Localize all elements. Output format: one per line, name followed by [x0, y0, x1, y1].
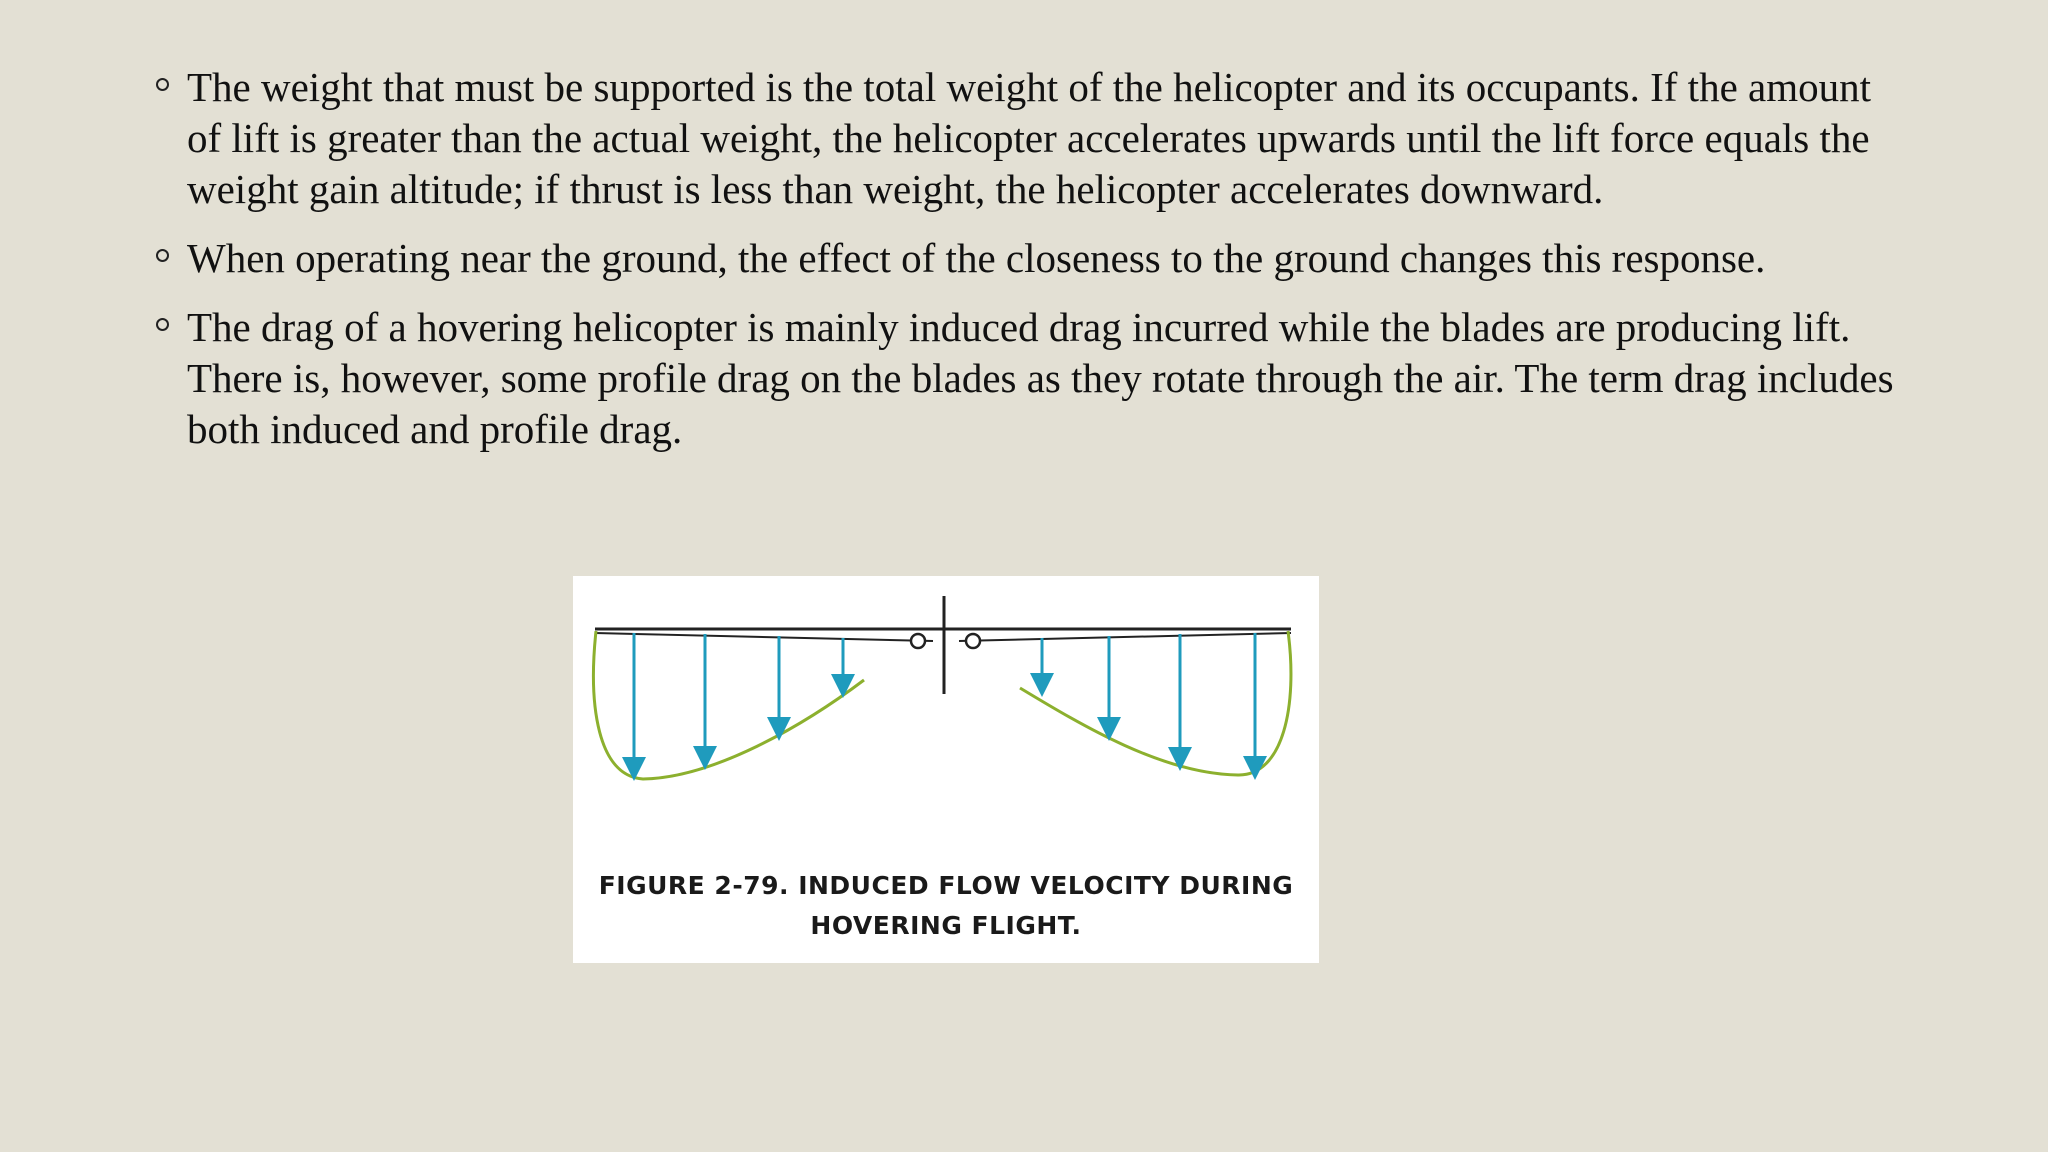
- velocity-profile-right: [1020, 631, 1291, 775]
- slide-body: [146, 62, 1906, 473]
- bullet-text: The drag of a hovering helicopter is mainly induced drag incurred while the blades are producing lift. There is, however, some profile drag on the blades as they rotate through the air. The term drag includes both induced and profile drag.: [187, 304, 1894, 452]
- rotor-hinge-right: [966, 634, 980, 648]
- bullet-text: The weight that must be supported is the total weight of the helicopter and its occupants. If the amount of lift is greater than the actual weight, the helicopter accelerates upwards until the lift force equals the weight gain altitude; if thrust is less than weight, the helicopter accelerates downward.: [187, 64, 1872, 212]
- bullet-circle-icon: [156, 78, 169, 91]
- rotor-blade-left-line: [595, 633, 933, 641]
- bullet-list: [146, 62, 1906, 455]
- bullet-circle-icon: [156, 318, 169, 331]
- figure-caption-line-2: HOVERING FLIGHT.: [810, 911, 1082, 940]
- figure-caption-line-1: FIGURE 2-79. INDUCED FLOW VELOCITY DURING: [598, 871, 1294, 900]
- rotor-blade-right-line: [959, 633, 1291, 641]
- figure-induced-flow: [573, 576, 1319, 963]
- bullet-circle-icon: [156, 249, 169, 262]
- rotor-hinge-left: [911, 634, 925, 648]
- bullet-item-weight: [146, 62, 1906, 215]
- bullet-item-ground-effect: [146, 233, 1906, 284]
- bullet-item-drag: [146, 302, 1906, 455]
- induced-flow-diagram: [573, 576, 1319, 866]
- figure-caption: [573, 866, 1319, 946]
- bullet-text: When operating near the ground, the effect of the closeness to the ground changes this response.: [187, 235, 1766, 281]
